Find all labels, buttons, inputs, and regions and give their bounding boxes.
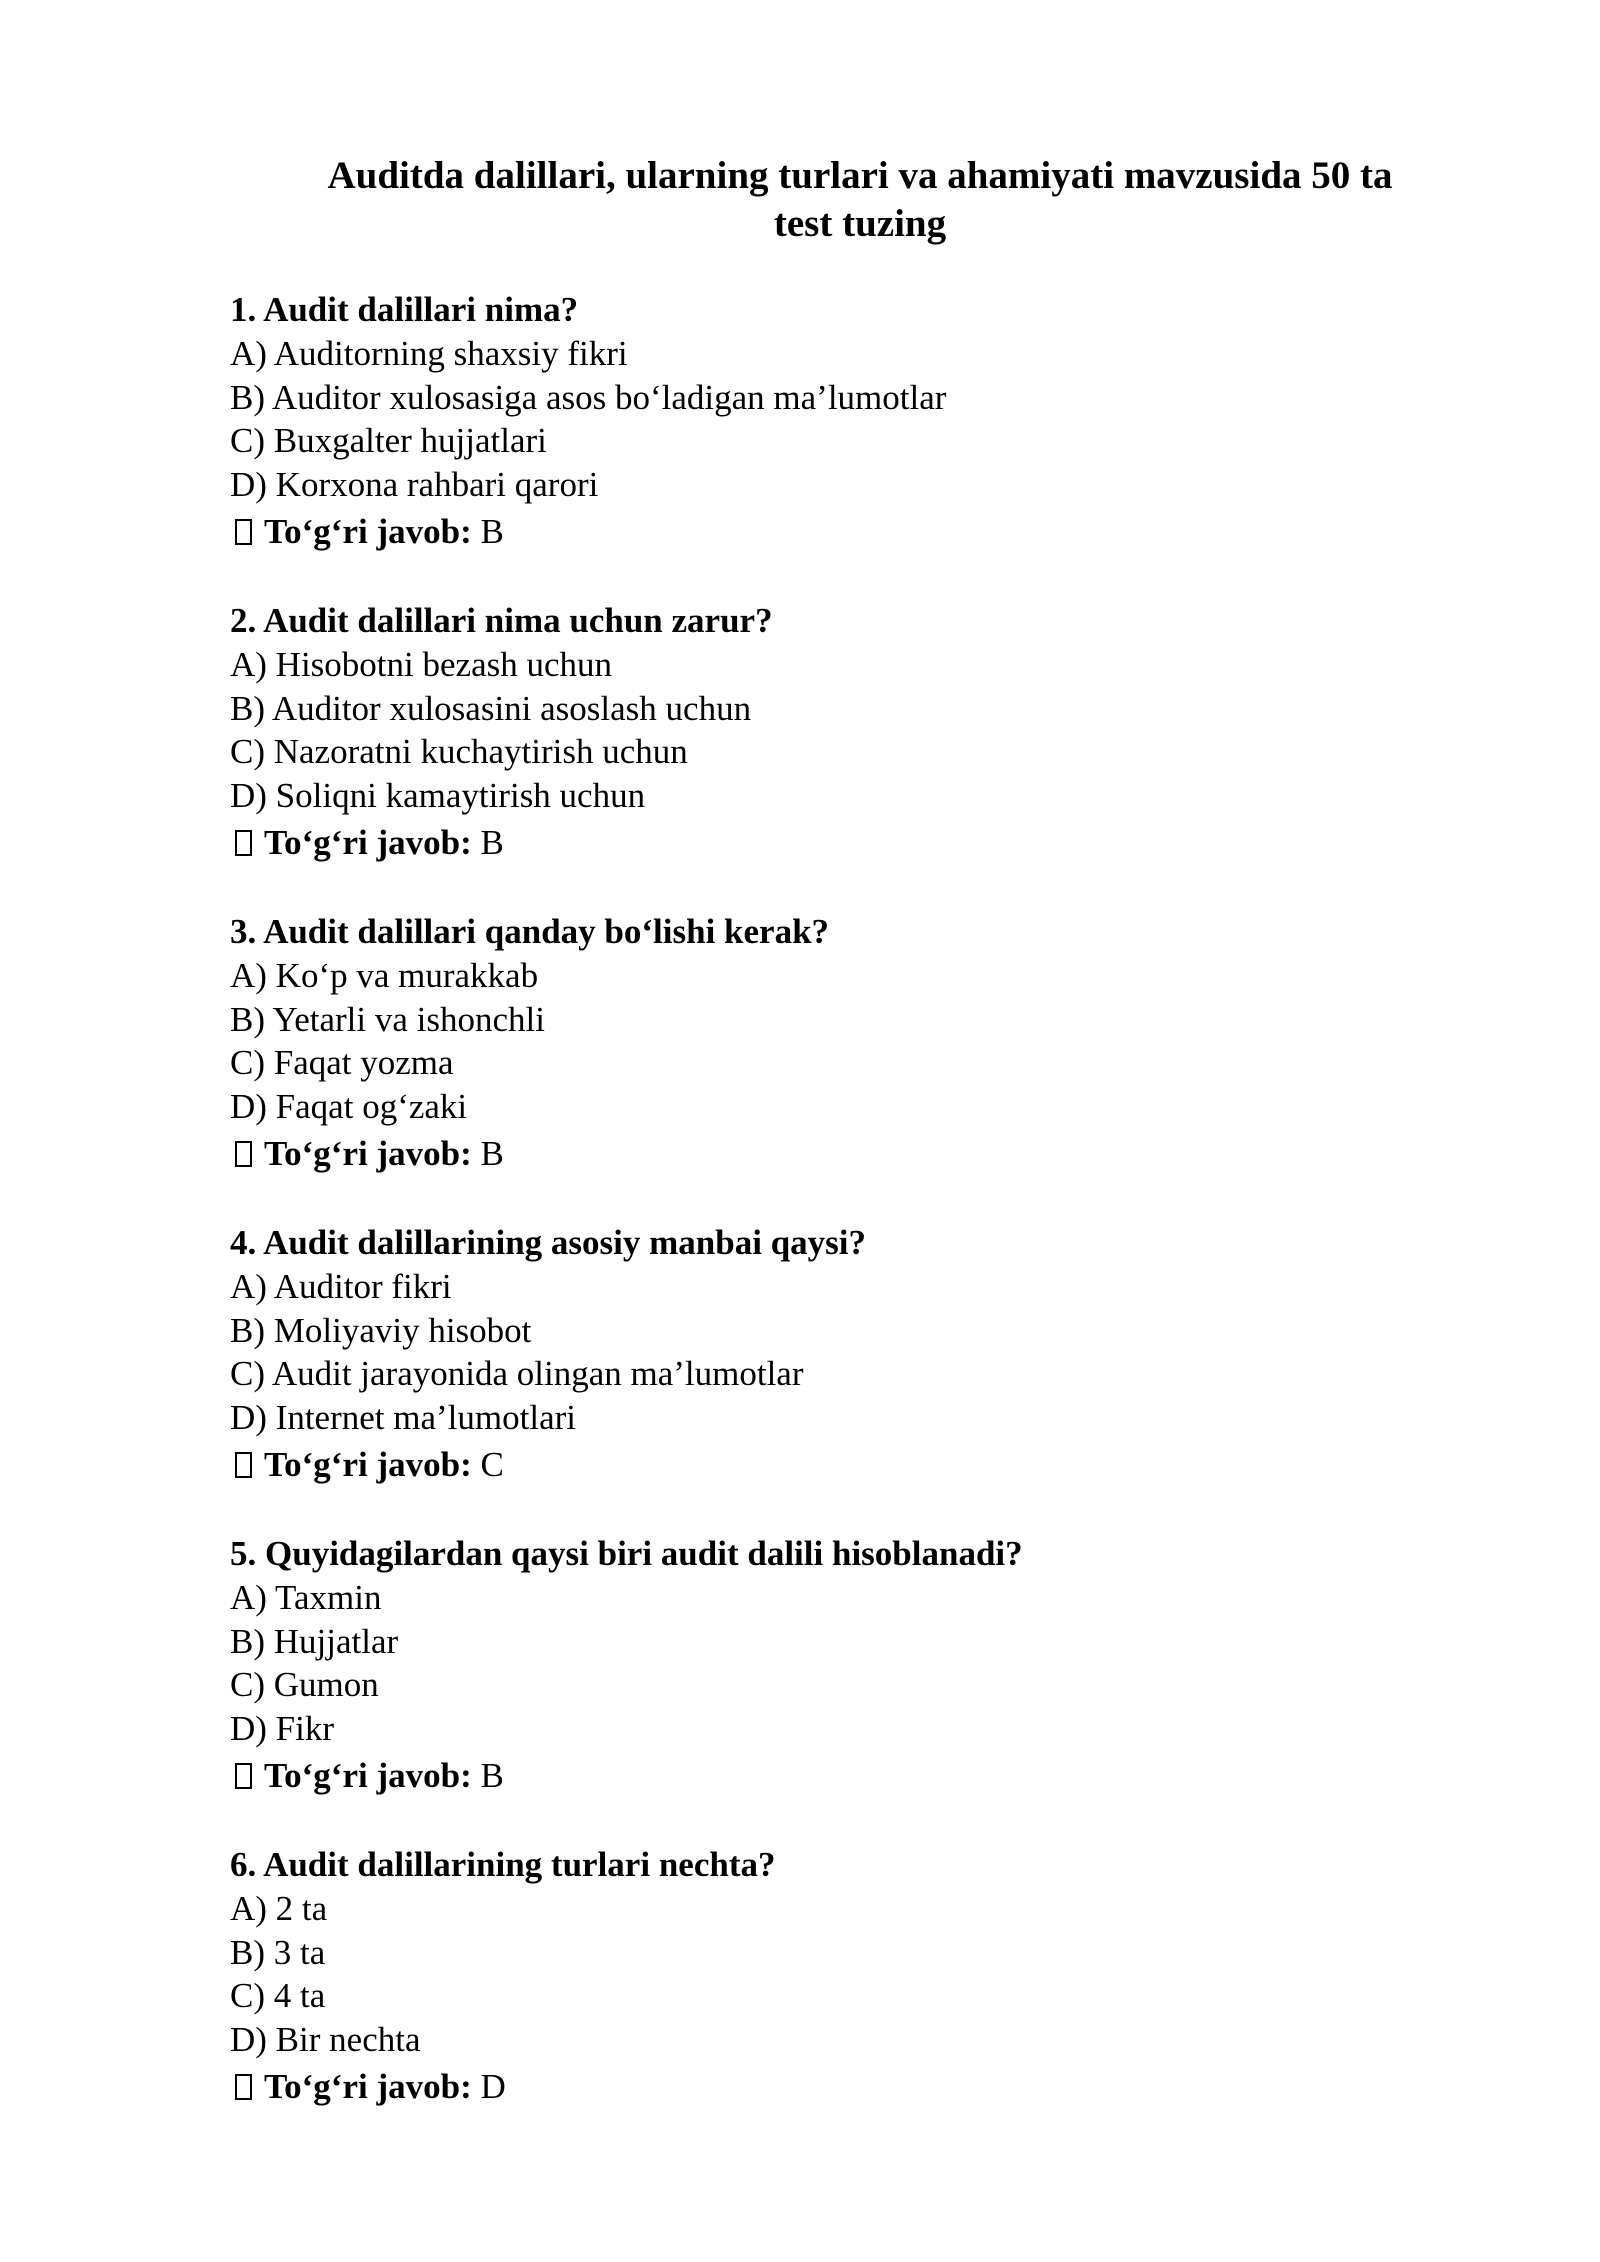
option-d: D) Fikr <box>230 1708 335 1748</box>
correct-answer-label: To‘g‘ri javob: <box>264 1134 472 1173</box>
missing-glyph-box-icon <box>235 2074 252 2100</box>
correct-answer <box>230 2063 1430 2111</box>
question-1 <box>230 288 1430 556</box>
correct-answer-label: To‘g‘ri javob: <box>264 1445 472 1484</box>
question-6 <box>230 1843 1430 2111</box>
option-b: B) Hujjatlar <box>230 1621 399 1661</box>
option-d: D) Faqat og‘zaki <box>230 1086 468 1126</box>
document-title <box>230 152 1490 248</box>
title-line-1: Auditda dalillari, ularning turlari va ahamiyati mavzusida 50 ta <box>327 154 1393 197</box>
question-5 <box>230 1532 1430 1800</box>
question-text: 6. Audit dalillarining turlari nechta? <box>230 1845 776 1884</box>
question-text: 4. Audit dalillarining asosiy manbai qaysi? <box>230 1223 867 1262</box>
option-b: B) Moliyaviy hisobot <box>230 1310 532 1350</box>
option-c: C) Nazoratni kuchaytirish uchun <box>230 732 688 771</box>
option-b: B) 3 ta <box>230 1932 326 1972</box>
option-b: B) Auditor xulosasini asoslash uchun <box>230 688 752 728</box>
option-c: C) Faqat yozma <box>230 1043 454 1082</box>
option-d: D) Korxona rahbari qarori <box>230 464 599 504</box>
title-line-2: test tuzing <box>773 202 947 245</box>
missing-glyph-box-icon <box>235 519 252 545</box>
correct-answer-value: B <box>480 512 504 551</box>
option-a: A) Auditor fikri <box>230 1267 452 1306</box>
question-list <box>230 288 1430 2154</box>
option-a: A) Auditorning shaxsiy fikri <box>230 334 628 373</box>
question-2 <box>230 599 1430 867</box>
correct-answer-value: B <box>480 1134 504 1173</box>
option-d: D) Bir nechta <box>230 2019 421 2059</box>
question-text: 3. Audit dalillari qanday bo‘lishi kerak? <box>230 912 830 951</box>
correct-answer <box>230 508 1430 556</box>
option-a: A) Hisobotni bezash uchun <box>230 645 613 684</box>
correct-answer-label: To‘g‘ri javob: <box>264 2067 472 2106</box>
question-4 <box>230 1221 1430 1489</box>
option-d: D) Internet ma’lumotlari <box>230 1397 576 1437</box>
option-a: A) Ko‘p va murakkab <box>230 956 539 995</box>
missing-glyph-box-icon <box>235 1141 252 1167</box>
option-c: C) Gumon <box>230 1665 379 1704</box>
option-c: C) Buxgalter hujjatlari <box>230 421 547 460</box>
correct-answer-label: To‘g‘ri javob: <box>264 512 472 551</box>
correct-answer-value: D <box>480 2067 506 2106</box>
option-a: A) Taxmin <box>230 1578 382 1617</box>
correct-answer-value: B <box>480 823 504 862</box>
correct-answer <box>230 1752 1430 1800</box>
option-a: A) 2 ta <box>230 1889 328 1928</box>
correct-answer-value: C <box>480 1445 504 1484</box>
correct-answer <box>230 1441 1430 1489</box>
missing-glyph-box-icon <box>235 1452 252 1478</box>
option-b: B) Auditor xulosasiga asos bo‘ladigan ma’lumotlar <box>230 377 947 417</box>
missing-glyph-box-icon <box>235 830 252 856</box>
question-text: 2. Audit dalillari nima uchun zarur? <box>230 601 773 640</box>
correct-answer-value: B <box>480 1756 504 1795</box>
option-b: B) Yetarli va ishonchli <box>230 999 545 1039</box>
question-text: 1. Audit dalillari nima? <box>230 290 579 329</box>
correct-answer-label: To‘g‘ri javob: <box>264 1756 472 1795</box>
question-text: 5. Quyidagilardan qaysi biri audit dalili hisoblanadi? <box>230 1534 1023 1573</box>
missing-glyph-box-icon <box>235 1763 252 1789</box>
option-c: C) 4 ta <box>230 1976 326 2015</box>
question-3 <box>230 910 1430 1178</box>
option-c: C) Audit jarayonida olingan ma’lumotlar <box>230 1354 804 1393</box>
correct-answer <box>230 1130 1430 1178</box>
correct-answer <box>230 819 1430 867</box>
option-d: D) Soliqni kamaytirish uchun <box>230 775 646 815</box>
correct-answer-label: To‘g‘ri javob: <box>264 823 472 862</box>
